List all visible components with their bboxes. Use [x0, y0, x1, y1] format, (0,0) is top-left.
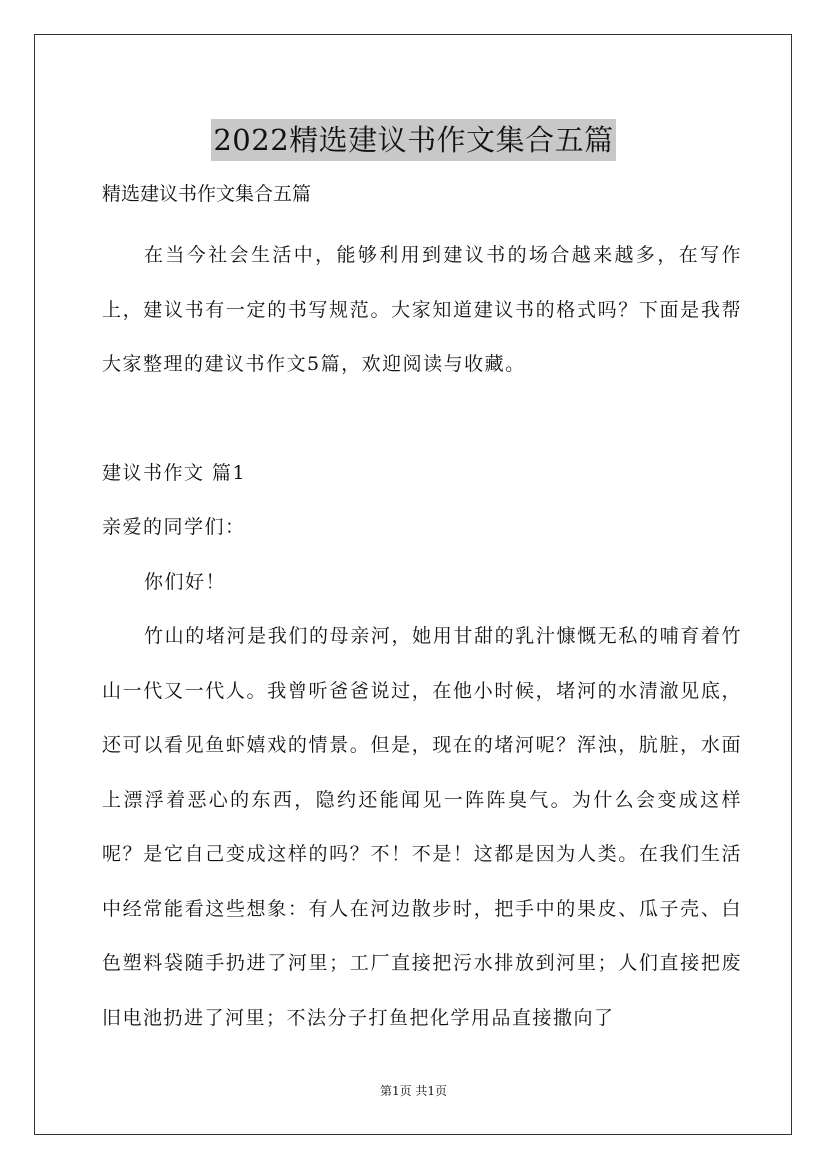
intro-paragraph: 在当今社会生活中，能够利用到建议书的场合越来越多，在写作上，建议书有一定的书写规范。大家知道建议书的格式吗？下面是我帮大家整理的建议书作文5篇，欢迎阅读与收藏。	[102, 244, 742, 375]
document-title: 2022精选建议书作文集合五篇	[211, 119, 615, 161]
document-subtitle: 精选建议书作文集合五篇	[102, 183, 312, 205]
salutation: 亲爱的同学们：	[102, 516, 246, 538]
document-body	[102, 176, 742, 1045]
body-paragraph: 竹山的堵河是我们的母亲河，她用甘甜的乳汁慷慨无私的哺育着竹山一代又一代人。我曾听爸爸说过，在他小时候，堵河的水清澈见底，还可以看见鱼虾嬉戏的情景。但是，现在的堵河呢？浑浊，肮脏，水面上漂浮着恶心的东西，隐约还能闻见一阵阵臭气。为什么会变成这样呢？是它自己变成这样的吗？不！不是！这都是因为人类。在我们生活中经常能看这些想象：有人在河边散步时，把手中的果皮、瓜子壳、白色塑料袋随手扔进了河里；工厂直接把污水排放到河里；人们直接把废旧电池扔进了河里；不法分子打鱼把化学用品直接撒向了	[102, 625, 742, 1029]
page-footer: 第1页 共1页	[379, 1084, 448, 1098]
greeting: 你们好！	[144, 570, 227, 593]
section-gap	[102, 392, 742, 446]
section-heading: 建议书作文 篇1	[102, 461, 247, 484]
title-container	[0, 100, 827, 181]
